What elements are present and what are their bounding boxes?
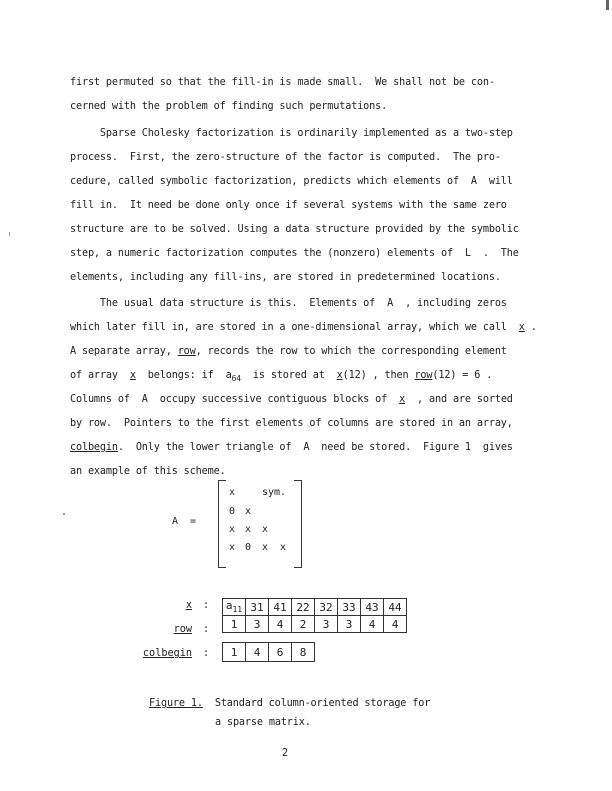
array-cell: 4 — [361, 616, 384, 633]
var-x: x — [129, 370, 136, 381]
matrix-cell: sym. — [262, 487, 287, 498]
matrix-cell: x — [245, 524, 252, 535]
var-row: row — [177, 346, 196, 357]
text-line: first permuted so that the fill-in is made small. We shall not be con- — [70, 77, 495, 88]
matrix-right-bracket — [294, 480, 302, 568]
text-line: cerned with the problem of finding such permutations. — [70, 101, 388, 112]
var-colbegin: colbegin — [70, 442, 118, 453]
matrix-cell: x — [262, 524, 269, 535]
array-cell: $a_{11}$ — [223, 599, 246, 616]
array-cell: 6 — [269, 643, 292, 662]
scan-mark — [606, 0, 609, 10]
text-line: process. First, the zero-structure of the factor is computed. The pro- — [70, 152, 501, 163]
subscript: 64 — [231, 374, 241, 383]
matrix-cell: x — [229, 487, 236, 498]
text-line: colbegin. Only the lower triangle of A need be stored. Figure 1 gives — [70, 442, 513, 453]
scan-mark — [63, 513, 65, 515]
array-cell: 33 — [338, 599, 361, 616]
matrix-cell: x — [229, 524, 236, 535]
colon: : — [203, 648, 210, 659]
text-line: fill in. It need be done only once if several systems with the same zero — [70, 200, 507, 211]
text-line: Columns of A occupy successive contiguous blocks of x , and are sorted — [70, 394, 513, 405]
figure-caption-line2: a sparse matrix. — [215, 717, 311, 728]
figure-label: Figure 1. — [149, 698, 203, 709]
var-x: x — [399, 394, 406, 405]
array-colbegin-table — [222, 642, 315, 662]
array-label-colbegin: colbegin — [142, 648, 192, 659]
text-line: which later fill in, are stored in a one-dimensional array, which we call x . — [70, 322, 537, 333]
array-cell: 32 — [315, 599, 338, 616]
array-cell: 43 — [361, 599, 384, 616]
var-row: row — [414, 370, 433, 381]
array-label-row: row — [173, 624, 192, 635]
array-cell: 4 — [246, 643, 269, 662]
array-cell: 4 — [269, 616, 292, 633]
array-cell: 31 — [246, 599, 269, 616]
colon: : — [203, 624, 210, 635]
matrix-cell: x — [229, 542, 236, 553]
array-cell: 1 — [223, 616, 246, 633]
array-cell: 4 — [384, 616, 407, 633]
text-line: cedure, called symbolic factorization, predicts which elements of A will — [70, 176, 513, 187]
var-x: x — [518, 322, 525, 333]
colon: : — [203, 600, 210, 611]
text-line: Sparse Cholesky factorization is ordinarily implemented as a two-step — [70, 128, 513, 139]
array-cell: 3 — [338, 616, 361, 633]
text-line: The usual data structure is this. Elements of A , including zeros — [70, 298, 507, 309]
figure-caption: Figure 1. Standard column-oriented storage for — [149, 698, 431, 709]
scan-mark — [9, 232, 10, 236]
array-cell: 22 — [292, 599, 315, 616]
matrix-label: A = — [172, 516, 197, 527]
matrix-left-bracket — [218, 480, 226, 568]
text-line: structure are to be solved. Using a data structure provided by the symbolic — [70, 224, 519, 235]
text-line: elements, including any fill-ins, are stored in predetermined locations. — [70, 272, 501, 283]
array-cell: 44 — [384, 599, 407, 616]
page-number: 2 — [282, 748, 288, 759]
array-cell: 2 — [292, 616, 315, 633]
var-x: x — [336, 370, 343, 381]
text-line: of array x belongs: if $a_{64}$ is stored at x(12) , then row(12) = 6 . — [70, 370, 493, 383]
matrix-cell: x — [245, 506, 252, 517]
matrix-cell: x — [280, 542, 287, 553]
text-line: step, a numeric factorization computes the (nonzero) elements of L . The — [70, 248, 519, 259]
matrix-cell: 0 — [229, 506, 236, 517]
text-line: by row. Pointers to the first elements of columns are stored in an array, — [70, 418, 513, 429]
array-label-x: x — [185, 600, 192, 611]
array-cell: 1 — [223, 643, 246, 662]
text-line: A separate array, row, records the row to which the corresponding element — [70, 346, 507, 357]
array-cell: 41 — [269, 599, 292, 616]
array-cell: 8 — [292, 643, 315, 662]
matrix-cell: x — [262, 542, 269, 553]
array-x-table — [222, 598, 407, 633]
array-cell: 3 — [315, 616, 338, 633]
array-cell: 3 — [246, 616, 269, 633]
text-line: an example of this scheme. — [70, 466, 226, 477]
matrix-cell: 0 — [245, 542, 252, 553]
